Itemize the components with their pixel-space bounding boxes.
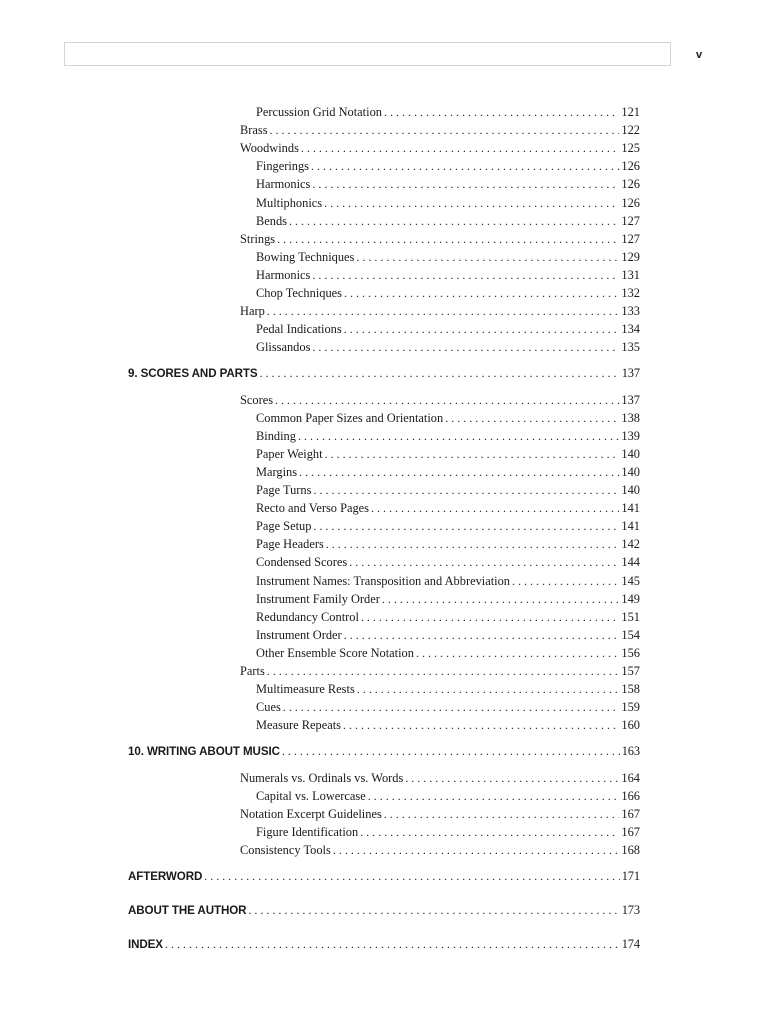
toc-entry-title: Percussion Grid Notation xyxy=(256,105,382,119)
toc-entry xyxy=(256,500,640,516)
toc-entry xyxy=(256,339,640,355)
toc-entry-title: Paper Weight xyxy=(256,446,323,461)
dot-leader xyxy=(361,609,620,625)
toc-entry xyxy=(240,392,640,408)
toc-entry-page: 151 xyxy=(621,609,640,624)
dot-leader xyxy=(267,303,620,319)
toc-entry xyxy=(256,428,640,444)
toc-entry-title: Recto and Verso Pages xyxy=(256,501,369,516)
toc-entry-page: 121 xyxy=(621,105,640,119)
dot-leader xyxy=(260,365,620,381)
toc-entry-page: 125 xyxy=(621,141,640,156)
toc-entry-page: 132 xyxy=(621,286,640,300)
toc-entry-page: 158 xyxy=(621,682,640,697)
toc-entry-title: Page Setup xyxy=(256,519,312,534)
dot-leader xyxy=(326,536,620,552)
toc-entry-title: Binding xyxy=(256,428,296,443)
toc-entry-page: 138 xyxy=(621,410,640,425)
dot-leader xyxy=(311,158,619,174)
toc-entry-page: 156 xyxy=(621,645,640,660)
dot-leader xyxy=(312,267,619,283)
dot-leader xyxy=(382,591,620,607)
toc-entry-page: 144 xyxy=(621,555,640,570)
dot-leader xyxy=(344,627,620,643)
toc-entry-title: Harmonics xyxy=(256,267,311,282)
toc-entry-title: Parts xyxy=(240,664,265,678)
toc-entry xyxy=(240,842,640,858)
toc-entry-page: 168 xyxy=(621,842,640,857)
toc-entry-title: Harp xyxy=(240,304,265,319)
dot-leader xyxy=(267,663,620,679)
dot-leader xyxy=(416,645,619,661)
dot-leader xyxy=(360,824,619,840)
toc-entry-title: Margins xyxy=(256,464,298,479)
dot-leader xyxy=(368,788,620,804)
toc-entry-title: Pedal Indications xyxy=(256,322,342,337)
dot-leader xyxy=(277,231,619,247)
dot-leader xyxy=(357,681,620,697)
toc-entry xyxy=(256,321,640,337)
toc-entry-page: 157 xyxy=(621,664,640,678)
toc-entry-title: Brass xyxy=(240,123,268,138)
toc-entry-page: 171 xyxy=(621,869,640,883)
dot-leader xyxy=(312,339,619,355)
dot-leader xyxy=(298,428,619,444)
toc-entry-title: Page Headers xyxy=(256,537,324,552)
toc-entry xyxy=(240,770,640,786)
toc-entry xyxy=(256,249,640,265)
toc-entry-title: 9. SCORES AND PARTS xyxy=(128,367,258,381)
dot-leader xyxy=(324,195,619,211)
toc-entry-page: 140 xyxy=(621,464,640,479)
toc-entry xyxy=(256,788,640,804)
toc-entry xyxy=(240,303,640,319)
toc-entry-page: 126 xyxy=(621,195,640,210)
toc-entry-page: 133 xyxy=(621,304,640,319)
toc-entry xyxy=(256,482,640,498)
toc-chapter-entry xyxy=(128,936,640,953)
dot-leader xyxy=(165,936,620,952)
toc-entry xyxy=(256,158,640,174)
toc-entry xyxy=(256,213,640,229)
toc-entry-title: Strings xyxy=(240,231,276,246)
toc-entry-title: Glissandos xyxy=(256,340,311,355)
toc-entry-title: 10. WRITING ABOUT MUSIC xyxy=(128,745,280,759)
dot-leader xyxy=(445,410,619,426)
toc-entry-page: 142 xyxy=(621,537,640,552)
toc-entry xyxy=(240,122,640,138)
dot-leader xyxy=(325,446,620,462)
toc-entry-title: Bowing Techniques xyxy=(256,249,355,264)
toc-entry-title: Page Turns xyxy=(256,483,312,497)
toc-entry-page: 127 xyxy=(621,231,640,246)
toc-entry xyxy=(256,104,640,120)
toc-entry-title: Cues xyxy=(256,700,281,715)
dot-leader xyxy=(384,806,620,822)
toc-entry xyxy=(256,464,640,480)
toc-entry-page: 129 xyxy=(621,249,640,264)
toc-entry-title: Numerals vs. Ordinals vs. Words xyxy=(240,770,404,785)
dot-leader xyxy=(204,868,619,884)
toc-entry xyxy=(256,267,640,283)
toc-entry-page: 167 xyxy=(621,824,640,839)
toc-entry-page: 140 xyxy=(621,483,640,497)
toc-entry-page: 141 xyxy=(621,519,640,534)
dot-leader xyxy=(301,140,620,156)
toc-entry xyxy=(256,717,640,733)
toc-entry-title: Chop Techniques xyxy=(256,286,342,300)
toc-entry-page: 135 xyxy=(621,340,640,355)
toc-entry-page: 167 xyxy=(621,806,640,821)
toc-entry-page: 137 xyxy=(621,366,640,381)
toc-entry-page: 149 xyxy=(621,591,640,606)
dot-leader xyxy=(349,554,619,570)
toc-entry-page: 122 xyxy=(621,123,640,138)
toc-entry-title: Redundancy Control xyxy=(256,609,359,624)
toc-entry-page: 140 xyxy=(621,446,640,461)
dot-leader xyxy=(282,743,620,759)
toc-entry-title: AFTERWORD xyxy=(128,870,203,883)
toc-entry-title: Harmonics xyxy=(256,177,311,192)
dot-leader xyxy=(289,213,619,229)
toc-entry-title: Common Paper Sizes and Orientation xyxy=(256,410,444,425)
dot-leader xyxy=(371,500,619,516)
toc-entry-title: Multimeasure Rests xyxy=(256,682,355,697)
dot-leader xyxy=(344,285,619,301)
toc-entry-title: Figure Identification xyxy=(256,824,359,839)
toc-entry-page: 127 xyxy=(621,213,640,228)
toc-entry-page: 166 xyxy=(621,788,640,803)
toc-entry-page: 139 xyxy=(621,428,640,443)
toc-entry xyxy=(256,536,640,552)
dot-leader xyxy=(283,699,620,715)
toc-entry xyxy=(256,446,640,462)
toc-entry-page: 134 xyxy=(621,322,640,337)
toc-entry-title: Capital vs. Lowercase xyxy=(256,788,366,803)
toc-entry-title: Bends xyxy=(256,213,287,228)
toc-entry-title: Instrument Order xyxy=(256,627,342,642)
toc-entry-title: Measure Repeats xyxy=(256,718,341,733)
dot-leader xyxy=(344,321,620,337)
toc-entry xyxy=(240,806,640,822)
toc-entry-title: Condensed Scores xyxy=(256,555,348,570)
toc-chapter-entry xyxy=(128,902,640,919)
toc-entry-title: Woodwinds xyxy=(240,141,299,156)
toc-entry-page: 126 xyxy=(621,177,640,192)
toc-entry xyxy=(256,591,640,607)
toc-entry-title: Consistency Tools xyxy=(240,842,331,857)
dot-leader xyxy=(270,122,620,138)
toc-entry-title: Notation Excerpt Guidelines xyxy=(240,806,382,821)
toc-entry-page: 137 xyxy=(621,392,640,407)
toc-entry-title: Scores xyxy=(240,392,274,407)
dot-leader xyxy=(512,573,619,589)
toc-entry xyxy=(256,285,640,301)
toc-entry-title: Other Ensemble Score Notation xyxy=(256,645,414,660)
toc-entry xyxy=(240,663,640,679)
toc-entry-page: 163 xyxy=(621,744,640,759)
toc-entry-page: 154 xyxy=(621,627,640,642)
toc-entry xyxy=(256,573,640,589)
dot-leader xyxy=(248,902,619,918)
toc-entry xyxy=(256,699,640,715)
dot-leader xyxy=(333,842,620,858)
dot-leader xyxy=(356,249,619,265)
toc-entry xyxy=(240,231,640,247)
toc-entry-page: 131 xyxy=(621,267,640,282)
toc-entry xyxy=(256,627,640,643)
dot-leader xyxy=(405,770,619,786)
toc-chapter-entry xyxy=(128,868,640,885)
toc-entry xyxy=(256,554,640,570)
page-number: v xyxy=(696,49,703,61)
toc-entry-title: ABOUT THE AUTHOR xyxy=(128,904,247,918)
toc-entry-page: 174 xyxy=(621,937,640,952)
toc-entry-page: 160 xyxy=(621,718,640,733)
toc-entry xyxy=(256,176,640,192)
dot-leader xyxy=(384,104,619,120)
toc-entry-page: 145 xyxy=(621,573,640,588)
toc-entry xyxy=(240,140,640,156)
dot-leader xyxy=(313,482,619,498)
toc-chapter-entry xyxy=(128,743,640,760)
toc-entry-page: 173 xyxy=(621,903,640,918)
toc-entry xyxy=(256,824,640,840)
dot-leader xyxy=(275,392,619,408)
dot-leader xyxy=(343,717,619,733)
toc-entry xyxy=(256,609,640,625)
toc-entry xyxy=(256,518,640,534)
toc-entry-title: Multiphonics xyxy=(256,195,323,210)
toc-entry xyxy=(256,410,640,426)
toc-entry-page: 141 xyxy=(621,501,640,516)
toc-entry-page: 164 xyxy=(621,770,640,785)
dot-leader xyxy=(299,464,619,480)
toc-entry-page: 159 xyxy=(621,700,640,715)
dot-leader xyxy=(313,518,619,534)
toc-entry xyxy=(256,645,640,661)
toc-entry-title: Instrument Names: Transposition and Abbreviation xyxy=(256,573,510,588)
toc-entry-title: INDEX xyxy=(128,938,163,952)
toc-entry-page: 126 xyxy=(621,159,640,174)
toc-entry xyxy=(256,195,640,211)
toc-entry xyxy=(256,681,640,697)
dot-leader xyxy=(312,176,619,192)
toc-entry-title: Fingerings xyxy=(256,159,310,174)
toc-entry-title: Instrument Family Order xyxy=(256,591,380,606)
toc-chapter-entry xyxy=(128,365,640,382)
